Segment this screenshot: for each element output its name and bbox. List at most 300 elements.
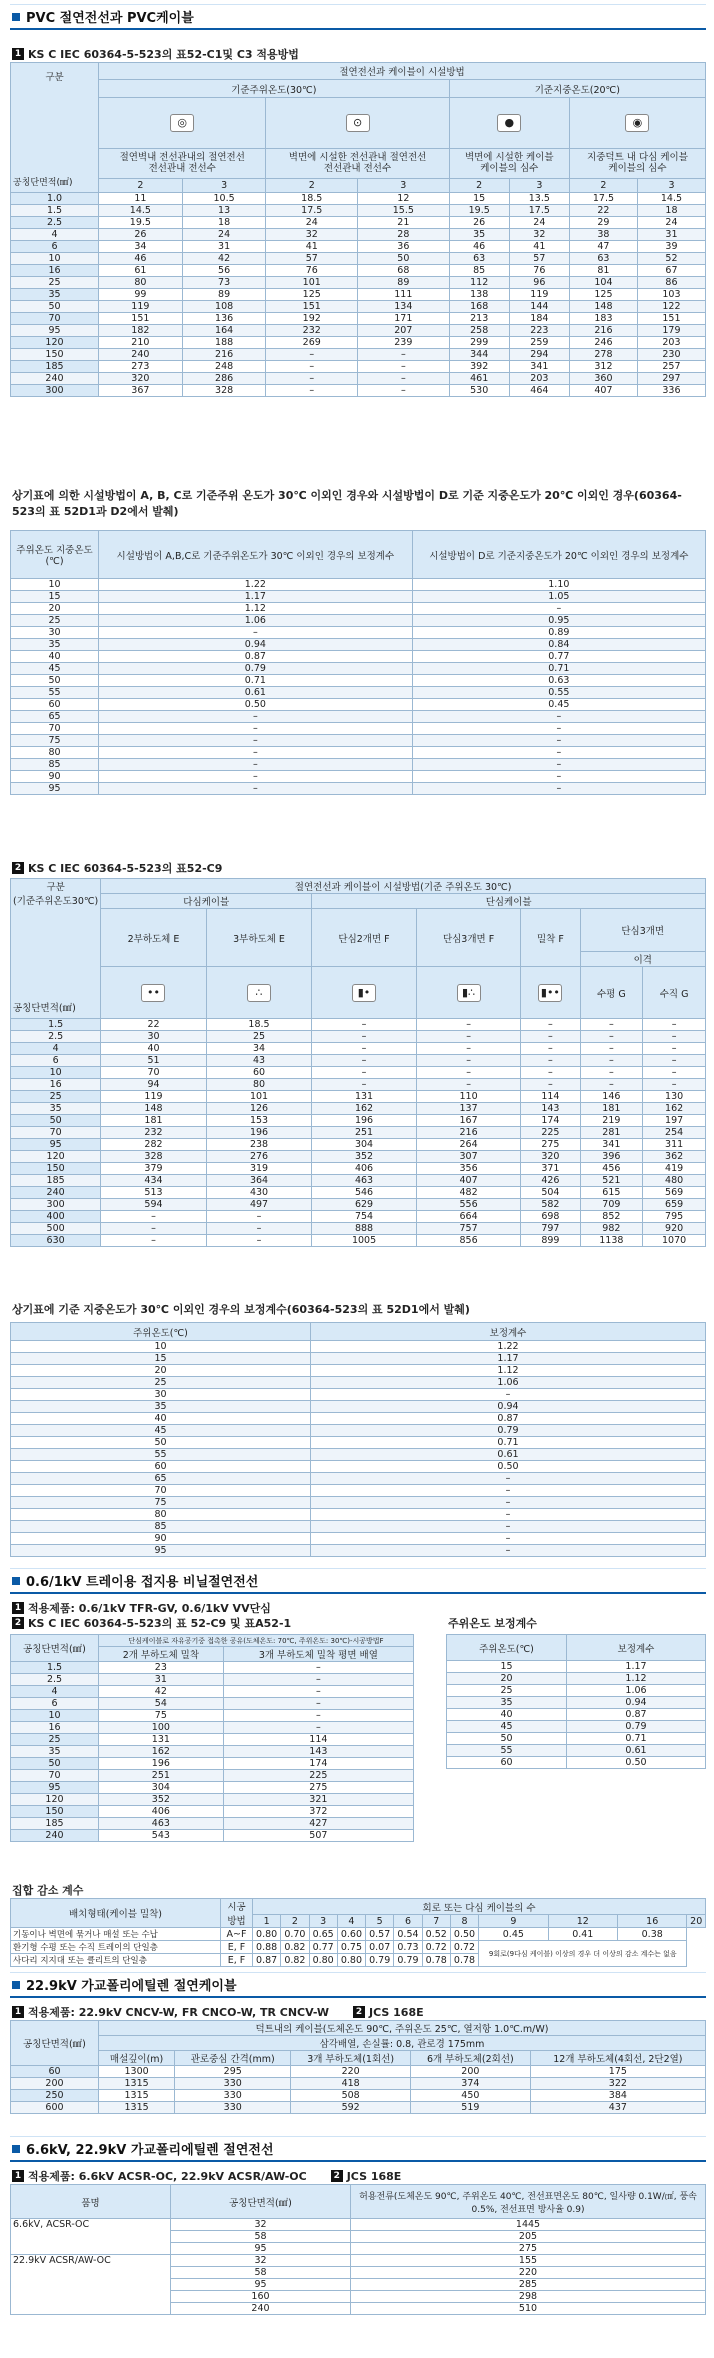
table-cell: 196 xyxy=(99,1758,224,1770)
two-core-cable-icon: •• xyxy=(141,984,165,1002)
table-cell: 434 xyxy=(101,1175,207,1187)
table-head: 단심2개면 F xyxy=(312,909,417,967)
col-num: 3 xyxy=(182,179,266,193)
table-cell: – xyxy=(643,1067,706,1079)
row-label: 185 xyxy=(11,1818,99,1830)
table-cell: – xyxy=(99,711,413,723)
table-cell: 295 xyxy=(175,2066,291,2078)
table-cell: 852 xyxy=(580,1211,643,1223)
row-label: 30 xyxy=(11,1389,311,1401)
row-label: 25 xyxy=(447,1685,567,1697)
row-label: 6 xyxy=(11,241,99,253)
table-row xyxy=(11,373,706,385)
table-cell: 569 xyxy=(643,1187,706,1199)
table-cell: 14.5 xyxy=(637,193,705,205)
row-label: 300 xyxy=(11,385,99,397)
table-cell: 0.87 xyxy=(567,1709,706,1721)
table-cell: 0.94 xyxy=(311,1401,706,1413)
table-cell: 797 xyxy=(521,1223,580,1235)
table-cell: 32 xyxy=(509,229,569,241)
table-cell: E, F xyxy=(221,1941,253,1954)
table-cell: 47 xyxy=(569,241,637,253)
table-head: 지중덕트 내 다심 케이블 케이블의 심수 xyxy=(569,148,705,178)
three-core-cable-icon: ∴ xyxy=(247,984,271,1002)
table-cell: 126 xyxy=(206,1103,312,1115)
row-label: 60 xyxy=(447,1757,567,1769)
table-cell: 698 xyxy=(521,1211,580,1223)
table-cell: 18 xyxy=(182,217,266,229)
table-cell: – xyxy=(521,1079,580,1091)
row-label: 4 xyxy=(11,1043,101,1055)
table-cell: – xyxy=(99,723,413,735)
table-cell: 427 xyxy=(223,1818,413,1830)
table-cell: 144 xyxy=(509,301,569,313)
table-cell: 환기형 수평 또는 수직 트레이의 단일층 xyxy=(11,1941,221,1954)
col-num: 2 xyxy=(266,179,358,193)
table-cell: 257 xyxy=(637,361,705,373)
table-cell: 56 xyxy=(182,265,266,277)
table-cell: – xyxy=(580,1067,643,1079)
apply-line: 1 적용제품: 22.9kV CNCV-W, FR CNCO-W, TR CNCV-W 2 JCS 168E xyxy=(12,2004,424,2020)
table-cell: 0.61 xyxy=(99,687,413,699)
table-cell: 24 xyxy=(637,217,705,229)
table-row xyxy=(11,325,706,337)
table-cell: 0.87 xyxy=(311,1413,706,1425)
table-cell: 659 xyxy=(643,1199,706,1211)
table-cell: 58 xyxy=(171,2231,351,2243)
table-row xyxy=(11,627,706,639)
col-num: 20 xyxy=(687,1915,706,1928)
note-text: 상기표에 의한 시설방법이 A, B, C로 기준주위 온도가 30℃ 이외인 경우와 시설방법이 D로 기준 지중온도가 20℃ 이외인 경우(60364-523의 표 52D1과 D2에서 발췌) xyxy=(12,489,682,518)
table-cell: – xyxy=(311,1533,706,1545)
table-cell: 95 xyxy=(171,2243,351,2255)
table-cell: 307 xyxy=(416,1151,521,1163)
row-label: 35 xyxy=(11,1103,101,1115)
table-row xyxy=(11,1830,414,1842)
table-head: 공칭단면적(㎟) xyxy=(11,2021,99,2066)
table-cell: 197 xyxy=(643,1115,706,1127)
icon-cell: 수평 G xyxy=(580,967,643,1019)
table-cell: 504 xyxy=(521,1187,580,1199)
table-cell: – xyxy=(99,747,413,759)
table-cell: 246 xyxy=(569,337,637,349)
table-cell: 225 xyxy=(521,1127,580,1139)
table-cell: 0.94 xyxy=(567,1697,706,1709)
col-num: 6 xyxy=(394,1915,422,1928)
table-cell: – xyxy=(312,1067,417,1079)
table-cell: – xyxy=(358,361,450,373)
col-num: 2 xyxy=(569,179,637,193)
table-cell: 58 xyxy=(171,2267,351,2279)
row-label: 400 xyxy=(11,1211,101,1223)
table-cell: 258 xyxy=(449,325,509,337)
row-label: 25 xyxy=(11,277,99,289)
row-label: 35 xyxy=(11,289,99,301)
table-cell: 320 xyxy=(99,373,183,385)
table-head: 3부하도체 E xyxy=(206,909,312,967)
table-cell: 510 xyxy=(351,2303,706,2315)
table-row xyxy=(11,1127,706,1139)
table-cell: 419 xyxy=(643,1163,706,1175)
table-cell: 0.38 xyxy=(618,1928,687,1941)
table-cell: – xyxy=(312,1079,417,1091)
table-head: 보정계수 xyxy=(311,1323,706,1341)
table-cell: 104 xyxy=(569,277,637,289)
row-label: 80 xyxy=(11,747,99,759)
table-cell: 151 xyxy=(637,313,705,325)
row-label: 10 xyxy=(11,253,99,265)
table-cell: 1.06 xyxy=(311,1377,706,1389)
table-cell: – xyxy=(99,759,413,771)
table-cell: 0.73 xyxy=(394,1941,422,1954)
row-label: 2.5 xyxy=(11,1674,99,1686)
table-row xyxy=(11,1067,706,1079)
table-cell: 281 xyxy=(580,1127,643,1139)
table-cell: 328 xyxy=(182,385,266,397)
table-row xyxy=(11,1698,414,1710)
table-cell: 216 xyxy=(569,325,637,337)
table-head: 주위온도(℃) xyxy=(11,1323,311,1341)
table-cell: 181 xyxy=(101,1115,207,1127)
table-cell: 81 xyxy=(569,265,637,277)
table-cell: 30 xyxy=(101,1031,207,1043)
table-cell: – xyxy=(412,603,705,615)
table-cell: 278 xyxy=(569,349,637,361)
row-label: 95 xyxy=(11,783,99,795)
table-cell: – xyxy=(412,735,705,747)
table-row xyxy=(11,1485,706,1497)
table-row xyxy=(11,1473,706,1485)
table-cell: 982 xyxy=(580,1223,643,1235)
table-cell: 286 xyxy=(182,373,266,385)
table-row xyxy=(11,301,706,313)
table-cell: 507 xyxy=(223,1830,413,1842)
table-cell: 32 xyxy=(266,229,358,241)
icon-cell xyxy=(449,97,569,148)
table-cell: – xyxy=(311,1545,706,1557)
table-cell: 196 xyxy=(206,1127,312,1139)
table-cell: 0.61 xyxy=(311,1449,706,1461)
row-label: 16 xyxy=(11,1079,101,1091)
table-row xyxy=(11,1710,414,1722)
table-cell: 888 xyxy=(312,1223,417,1235)
row-label: 45 xyxy=(11,663,99,675)
table-cell: 304 xyxy=(312,1139,417,1151)
table-row xyxy=(11,1497,706,1509)
row-label: 50 xyxy=(11,1758,99,1770)
table-cell: 0.50 xyxy=(311,1461,706,1473)
table-cell: 179 xyxy=(637,325,705,337)
table-row xyxy=(11,1175,706,1187)
table-cell: 1300 xyxy=(99,2066,175,2078)
table-cell: 920 xyxy=(643,1223,706,1235)
table-cell: 24 xyxy=(509,217,569,229)
table-cell: 0.87 xyxy=(99,651,413,663)
table-row xyxy=(11,1187,706,1199)
table-row xyxy=(11,603,706,615)
table-cell: 38 xyxy=(569,229,637,241)
table-head: 기준지중온도(20℃) xyxy=(449,80,705,97)
table-row xyxy=(11,1401,706,1413)
table-cell: 57 xyxy=(266,253,358,265)
std-line: 2 KS C IEC 60364-5-523의 표 52-C9 및 표A52-1 xyxy=(12,1615,291,1631)
row-label: 70 xyxy=(11,723,99,735)
table-cell: 530 xyxy=(449,385,509,397)
table-cell: 80 xyxy=(99,277,183,289)
table-row xyxy=(11,337,706,349)
table-cell: 54 xyxy=(99,1698,224,1710)
table-cell: – xyxy=(412,711,705,723)
table-cell: 10.5 xyxy=(182,193,266,205)
table-cell: 367 xyxy=(99,385,183,397)
table-cell: – xyxy=(311,1485,706,1497)
table-row xyxy=(447,1733,706,1745)
table-cell: – xyxy=(206,1223,312,1235)
table-cell: – xyxy=(101,1223,207,1235)
table-cell: 183 xyxy=(569,313,637,325)
table-cell: 63 xyxy=(569,253,637,265)
table-cell: 352 xyxy=(99,1794,224,1806)
table-cell: 0.80 xyxy=(253,1928,281,1941)
table-cell: 592 xyxy=(291,2102,411,2114)
table-cell: 1005 xyxy=(312,1235,417,1247)
table-cell: 0.82 xyxy=(281,1941,309,1954)
table-cell: 34 xyxy=(99,241,183,253)
table-row xyxy=(447,1673,706,1685)
table-cell: 73 xyxy=(182,277,266,289)
table-cell: 251 xyxy=(312,1127,417,1139)
row-label: 150 xyxy=(11,1163,101,1175)
table-cell: 0.79 xyxy=(311,1425,706,1437)
table-cell: 298 xyxy=(351,2291,706,2303)
table-cell: 320 xyxy=(521,1151,580,1163)
row-label: 50 xyxy=(11,301,99,313)
table-row xyxy=(11,699,706,711)
table-cell: 264 xyxy=(416,1139,521,1151)
table-cell: – xyxy=(206,1211,312,1223)
table-cell: – xyxy=(358,349,450,361)
col-num: 3 xyxy=(358,179,450,193)
row-label: 2.5 xyxy=(11,1031,101,1043)
table-cell: 50 xyxy=(358,253,450,265)
table-cell: – xyxy=(312,1043,417,1055)
table-cell: 299 xyxy=(449,337,509,349)
table-cell: – xyxy=(416,1055,521,1067)
table-head: 절연전선과 케이블이 시설방법(기준 주위온도 30℃) xyxy=(101,879,706,894)
table-cell: 138 xyxy=(449,289,509,301)
table-group xyxy=(10,1898,706,1967)
table-cell: 384 xyxy=(530,2090,705,2102)
table-cell: 146 xyxy=(580,1091,643,1103)
table-cell: 175 xyxy=(530,2066,705,2078)
table-cell: 40 xyxy=(101,1043,207,1055)
table-cell: 12 xyxy=(358,193,450,205)
row-label: 35 xyxy=(11,1746,99,1758)
table-row xyxy=(11,723,706,735)
icon-cell xyxy=(206,967,312,1019)
table-cell: – xyxy=(311,1521,706,1533)
table-row xyxy=(11,1545,706,1557)
table-row xyxy=(11,1079,706,1091)
table-row xyxy=(11,1734,414,1746)
table-head: 주위온도(℃) xyxy=(447,1635,567,1661)
row-label: 300 xyxy=(11,1199,101,1211)
table-row xyxy=(11,2219,706,2231)
table-cell: 34 xyxy=(206,1043,312,1055)
table-corner: 구분 (기준주위온도30℃) 공칭단면적(㎟) xyxy=(11,879,101,1019)
table-cell: 119 xyxy=(509,289,569,301)
table-corner: 구분 공칭단면적(㎟) xyxy=(11,63,99,193)
table-row xyxy=(11,1151,706,1163)
table-cell: – xyxy=(311,1389,706,1401)
table-acsr xyxy=(10,2184,706,2315)
table-cell: 1.12 xyxy=(567,1673,706,1685)
table-cell: – xyxy=(521,1043,580,1055)
table-head: 절연전선과 케이블이 시설방법 xyxy=(99,63,706,80)
table-cell: 61 xyxy=(99,265,183,277)
section-header-tray: 0.6/1kV 트레이용 접지용 비닐절연전선 xyxy=(10,1568,706,1594)
table-cell: 0.50 xyxy=(567,1757,706,1769)
table-tray xyxy=(10,1634,414,1842)
table-cell: 519 xyxy=(411,2102,531,2114)
table-cell: 18 xyxy=(637,205,705,217)
table-cell: 232 xyxy=(266,325,358,337)
table-row xyxy=(11,1365,706,1377)
row-label: 25 xyxy=(11,1734,99,1746)
table-cell: 75 xyxy=(99,1710,224,1722)
table-cell: – xyxy=(580,1043,643,1055)
table-cell: 248 xyxy=(182,361,266,373)
row-label: 10 xyxy=(11,1710,99,1722)
table-cell: 437 xyxy=(530,2102,705,2114)
icon-cell xyxy=(521,967,580,1019)
table-cell: 275 xyxy=(223,1782,413,1794)
table-head: 2부하도체 E xyxy=(101,909,207,967)
icon-cell xyxy=(569,97,705,148)
table-tray-corr xyxy=(446,1634,706,1769)
row-label: 65 xyxy=(11,1473,311,1485)
table-cell: 41 xyxy=(509,241,569,253)
table-cell: 22 xyxy=(101,1019,207,1031)
table-cell: 629 xyxy=(312,1199,417,1211)
table-cell: 112 xyxy=(449,277,509,289)
table-cell: 17.5 xyxy=(569,193,637,205)
table-row xyxy=(447,1685,706,1697)
table-row xyxy=(11,1235,706,1247)
row-label: 150 xyxy=(11,349,99,361)
table-cell: 46 xyxy=(99,253,183,265)
table-cell: 46 xyxy=(449,241,509,253)
table-cell: 17.5 xyxy=(266,205,358,217)
table-cell: 0.88 xyxy=(253,1941,281,1954)
table-cell: 131 xyxy=(312,1091,417,1103)
table-cell: 374 xyxy=(411,2078,531,2090)
table-c9 xyxy=(10,878,706,1247)
col-num: 2 xyxy=(449,179,509,193)
table-cell: 330 xyxy=(175,2090,291,2102)
table-row xyxy=(11,1758,414,1770)
table-cell: 379 xyxy=(101,1163,207,1175)
table-head: 덕트내의 케이블(도체온도 90℃, 주위온도 25℃, 열저항 1.0℃.m/W) xyxy=(99,2021,706,2036)
table-row xyxy=(11,1746,414,1758)
table-cell: 1.10 xyxy=(412,579,705,591)
table-cell: – xyxy=(580,1019,643,1031)
table-cell: – xyxy=(580,1079,643,1091)
table-cell: – xyxy=(412,771,705,783)
table-row xyxy=(11,253,706,265)
table-cell: 0.75 xyxy=(337,1941,365,1954)
table-cell: 0.82 xyxy=(281,1954,309,1967)
table-cell: 26 xyxy=(449,217,509,229)
row-label: 50 xyxy=(11,675,99,687)
table-cell: 143 xyxy=(521,1103,580,1115)
table-cell: – xyxy=(643,1031,706,1043)
table-cell: 210 xyxy=(99,337,183,349)
table-cell: 546 xyxy=(312,1187,417,1199)
table-cell: 41 xyxy=(266,241,358,253)
table-cell: 15 xyxy=(449,193,509,205)
row-label: 95 xyxy=(11,325,99,337)
table-cell: 497 xyxy=(206,1199,312,1211)
table-cell: 89 xyxy=(358,277,450,289)
row-label: 55 xyxy=(11,1449,311,1461)
row-label: 200 xyxy=(11,2078,99,2090)
table-cell: – xyxy=(223,1710,413,1722)
table-row xyxy=(11,289,706,301)
table-cell: 25 xyxy=(206,1031,312,1043)
table-cell: 114 xyxy=(521,1091,580,1103)
table-cell: 사다리 지지대 또는 클리트의 단일층 xyxy=(11,1954,221,1967)
table-head: 단심케이블로 자유공기중 접촉한 공유(도체온도: 70℃, 주위온도: 30℃)-시공방법F xyxy=(99,1635,414,1647)
table-cell: 219 xyxy=(580,1115,643,1127)
table-cell: – xyxy=(412,747,705,759)
table-row xyxy=(11,591,706,603)
row-label: 60 xyxy=(11,1461,311,1473)
table-cell: 0.80 xyxy=(309,1954,337,1967)
table-cell: 171 xyxy=(358,313,450,325)
table-row xyxy=(11,277,706,289)
row-label: 50 xyxy=(447,1733,567,1745)
table-cell: 162 xyxy=(312,1103,417,1115)
table-row xyxy=(11,349,706,361)
row-label: 6 xyxy=(11,1698,99,1710)
table-cell: 151 xyxy=(99,313,183,325)
table-cell: 29 xyxy=(569,217,637,229)
icon-cell xyxy=(266,97,449,148)
table-row xyxy=(11,1818,414,1830)
row-label: 4 xyxy=(11,1686,99,1698)
row-label: 70 xyxy=(11,313,99,325)
table-row xyxy=(11,1223,706,1235)
table-cell: A~F xyxy=(221,1928,253,1941)
conduit-on-wall-icon: ⊙ xyxy=(346,114,370,132)
row-label: 75 xyxy=(11,735,99,747)
table-cell: 0.50 xyxy=(99,699,413,711)
row-label: 20 xyxy=(11,603,99,615)
table-cell: 0.94 xyxy=(99,639,413,651)
table-cell: 60 xyxy=(206,1067,312,1079)
table-cell: 160 xyxy=(171,2291,351,2303)
table-cell: 0.79 xyxy=(394,1954,422,1967)
col-num: 9 xyxy=(479,1915,548,1928)
table-cell: 239 xyxy=(358,337,450,349)
corr-title: 주위온도 보정계수 xyxy=(448,1617,537,1630)
table-cell: 57 xyxy=(509,253,569,265)
row-label: 50 xyxy=(11,1437,311,1449)
table-cell: – xyxy=(266,349,358,361)
table-cell: 392 xyxy=(449,361,509,373)
cable-on-wall-icon: ● xyxy=(497,114,521,132)
